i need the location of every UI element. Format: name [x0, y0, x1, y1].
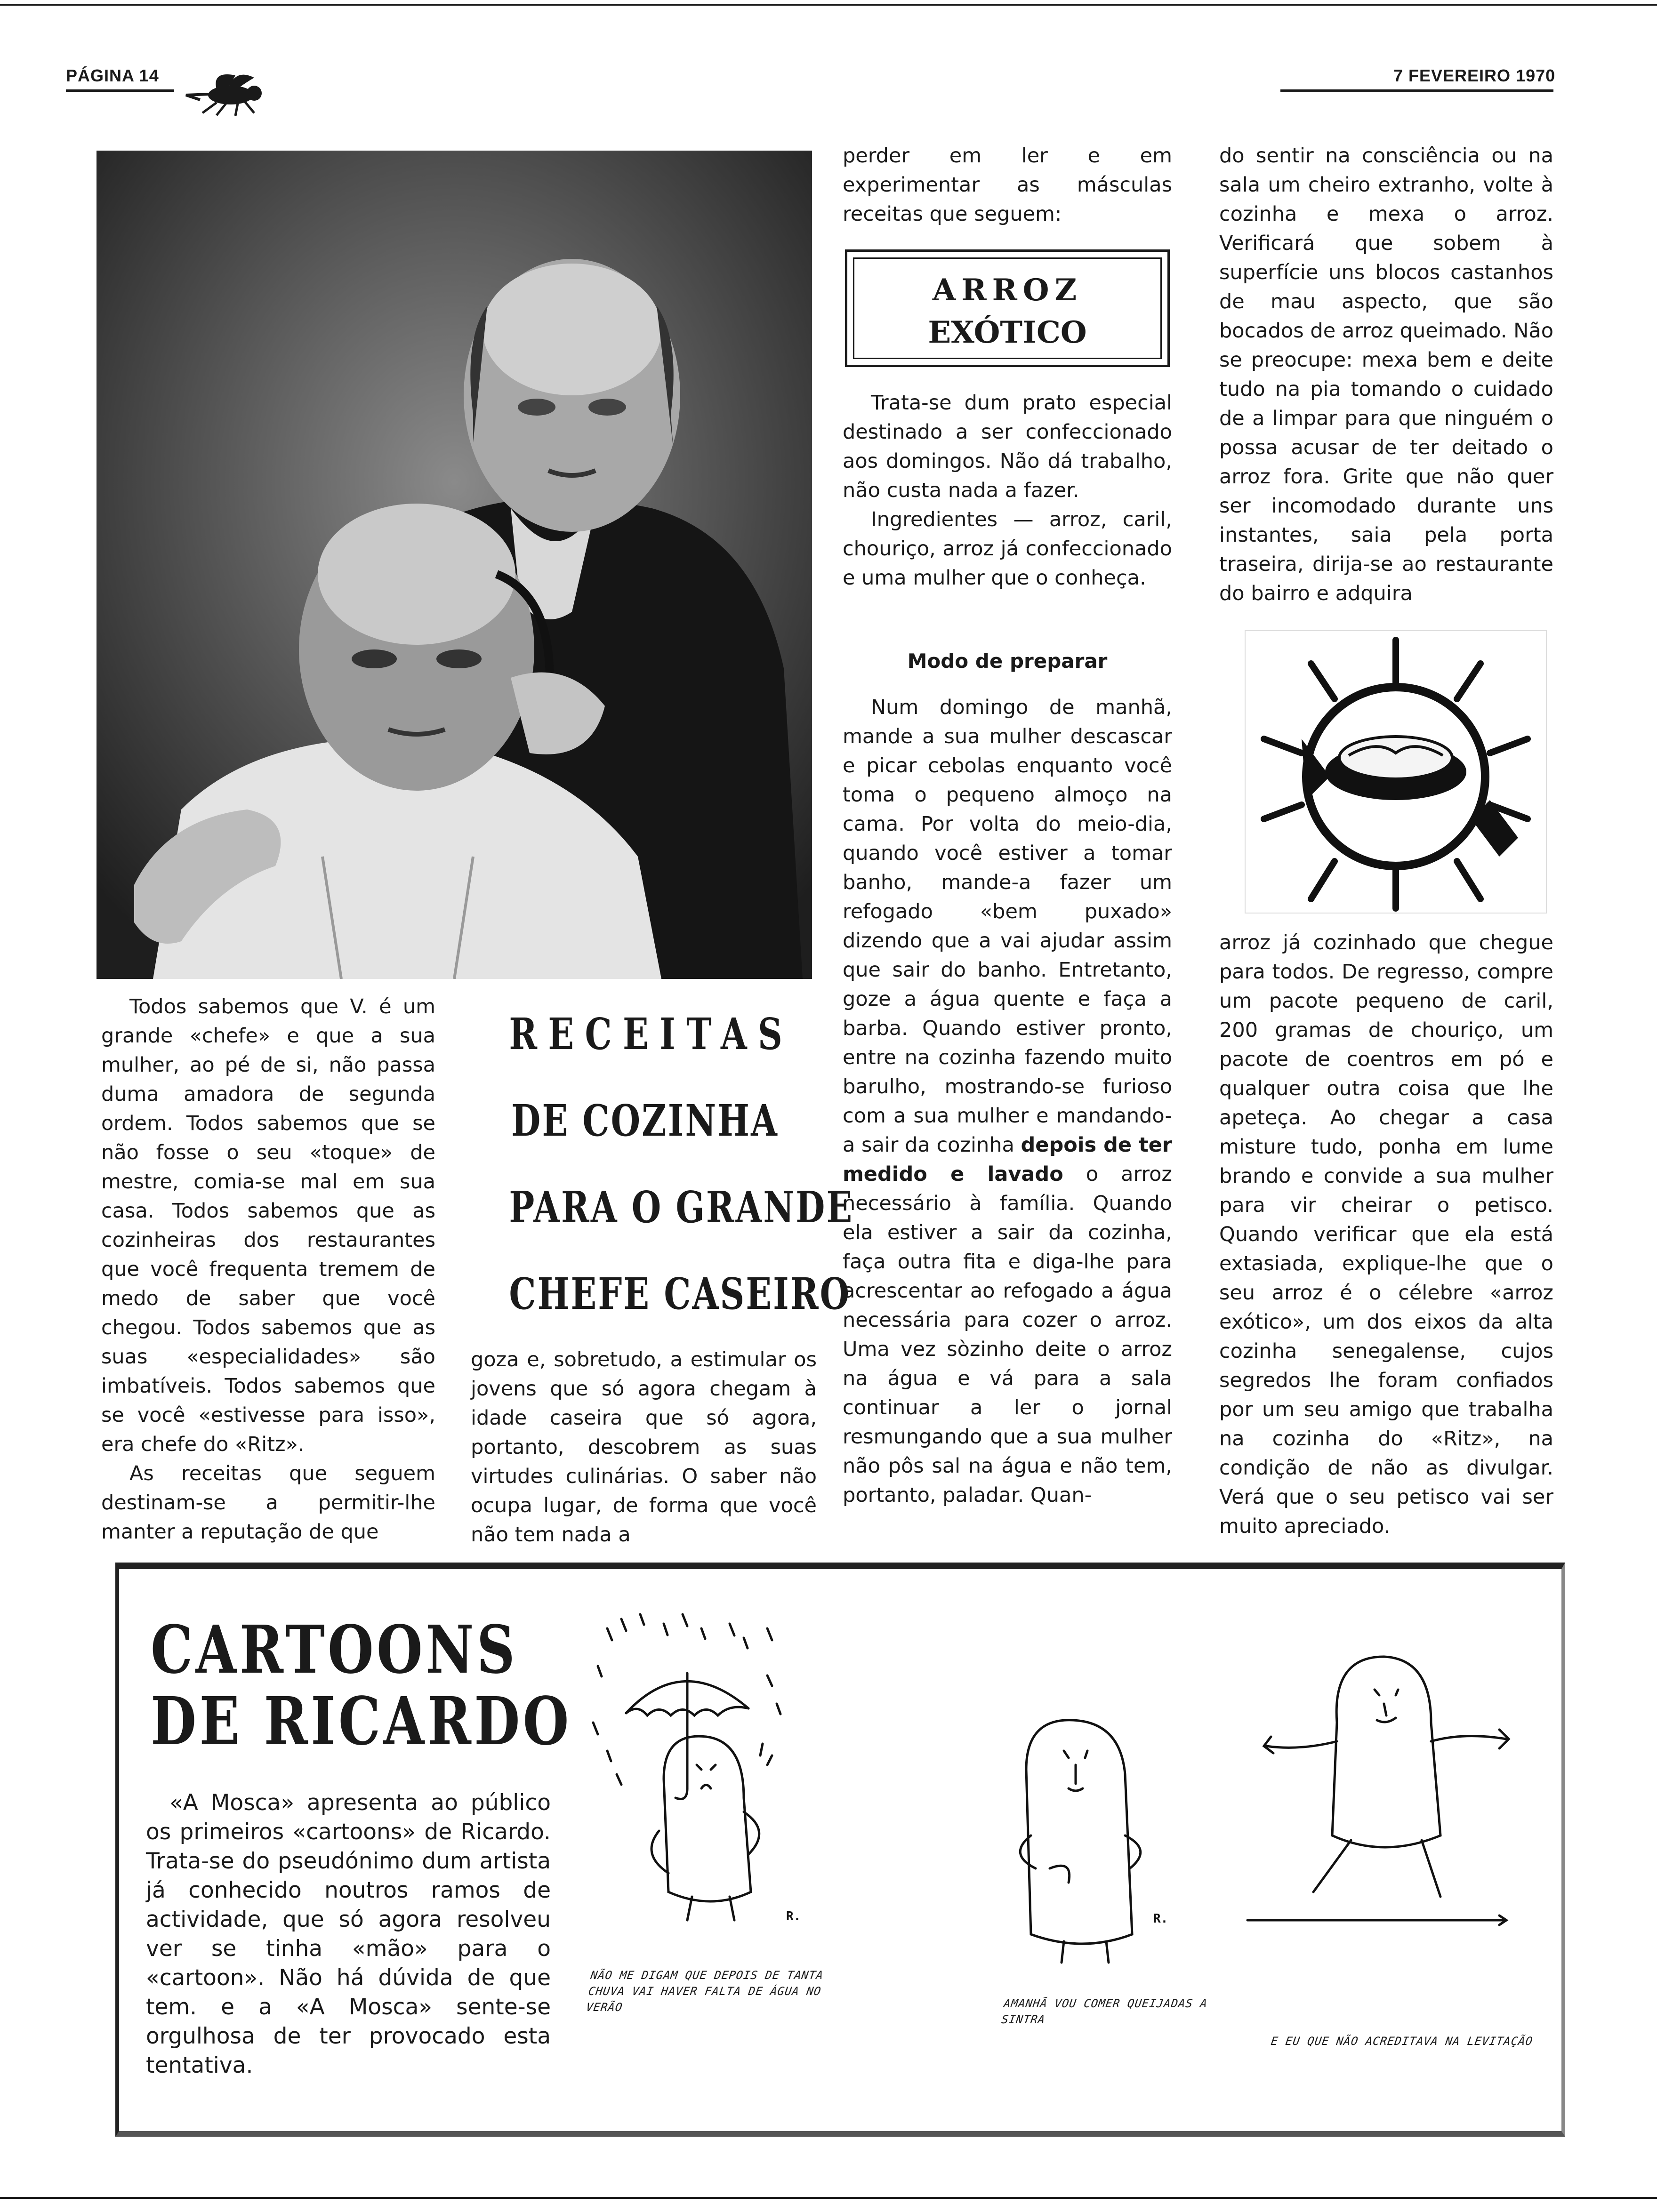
- col3-ingredients: Ingredientes — arroz, caril, chouriço, arroz já confeccionado e uma mulher que o conheça.: [843, 508, 1172, 590]
- page-number: PÁGINA 14: [66, 66, 159, 85]
- headline-line-2: DE COZINHA: [511, 1095, 779, 1146]
- chefs-photo: [97, 151, 812, 979]
- col3-method-part-a: Num domingo de manhã, mande a sua mulher descascar e picar cebolas enquanto você toma o pequeno almoço na cama. Por volta do meio-dia, quando você estiver a tomar banho, mande-a fazer um refogado «bem puxado» dizendo que a vai ajudar assim que sair do banho. Entretanto, goze a água quente e faça a barba. Quando estiver pronto, entre na cozinha fazendo muito barulho, mostrando-se furioso com a sua mulher e mandando-a sair da cozinha: [843, 696, 1172, 1157]
- cartoon-3-caption: E EU QUE NÃO ACREDITAVA NA LEVITAÇÃO: [1270, 2035, 1534, 2048]
- col3-description: Trata-se dum prato especial destinado a ser confeccionado aos domingos. Não dá trabalho, não custa nada a fazer.: [843, 391, 1172, 502]
- header-rule-right: [1280, 89, 1553, 92]
- cartoons-title: [151, 1611, 572, 1760]
- headline-line-3: PARA O GRANDE: [509, 1182, 854, 1233]
- recipe-title-line-1: ARROZ: [932, 272, 1083, 308]
- recipe-title-box: [845, 249, 1170, 367]
- cartoon-2-signature: R.: [1153, 1912, 1168, 1926]
- article-column-4-bottom: [1219, 928, 1553, 1541]
- rice-dish-illustration: [1236, 621, 1556, 922]
- recipe-title-line-2: EXÓTICO: [928, 315, 1087, 350]
- cartoon-2-caption: AMANHÃ VOU COMER QUEIJADAS A SINTRA: [1000, 1997, 1208, 2026]
- col3-method-bold: depois de ter medido e lavado: [843, 1133, 1172, 1186]
- cartoons-title-line-2: DE RICARDO: [151, 1683, 572, 1760]
- col1-paragraph-1: Todos sabemos que V. é um grande «chefe» e que a sua mulher, ao pé de si, não passa duma amadora de segunda ordem. Todos sabemos que se não fosse o seu «toque» de mestre, comia-se mal em sua casa. Todos sabemos que as cozinheiras dos restaurantes que você frequenta tremem de medo de saber que você chegou. Todos sabemos que as suas «especialidades» são imbatíveis. Todos sabemos que se você «estivesse para isso», era chefe do «Ritz».: [101, 995, 435, 1456]
- col2-paragraph: goza e, sobretudo, a estimular os jovens que só agora chegam à idade caseira que só agora, portanto, descobrem as suas virtudes culinárias. O saber não ocupa lugar, de forma que você não tem nada a: [471, 1348, 817, 1547]
- header-rule-left: [66, 89, 174, 92]
- cartoons-intro: [146, 1788, 551, 2080]
- col4-bottom-text: arroz já cozinhado que chegue para todos. De regresso, compre um pacote pequeno de caril, 200 gramas de chouriço, um pacote de coentros em pó e qualquer outra coisa que lhe apeteça. Ao chegar a casa misture tudo, ponha em lume brando e convide a sua mulher para vir cheirar o petisco. Quando verificar que ela está extasiada, explique-lhe que o seu arroz é o célebre «arroz exótico», um dos eixos da alta cozinha senegalense, cujos segredos lhe foram confiados por um seu amigo que trabalha na cozinha do «Ritz», na condição de não as divulgar. Verá que o seu petisco vai ser muito apreciado.: [1219, 931, 1553, 1538]
- article-column-3-top: [843, 141, 1172, 229]
- cartoons-title-line-1: CARTOONS: [151, 1611, 518, 1689]
- issue-date: 7 FEVEREIRO 1970: [1393, 66, 1556, 85]
- photo-two-bald-men: [97, 151, 812, 979]
- top-rule: [0, 4, 1657, 6]
- col3-method-part-b: o arroz necessário à família. Quando ela estiver a sair da cozinha, faça outra fita e diga-lhe para acrescentar ao refogado a água necessária para cozer o arroz. Uma vez sòzinho deite o arroz na água e vá para a sala continuar a ler o jornal resmungando que a sua mulher não pôs sal na água e não tem, portanto, paladar. Quan-: [843, 1162, 1172, 1507]
- cartoon-1-signature: R.: [786, 1909, 801, 1923]
- method-subhead: Modo de preparar: [907, 649, 1108, 673]
- col4-top-text: do sentir na consciência ou na sala um cheiro extranho, volte à cozinha e mexa o arroz. Verificará que sobem à superfície uns blocos castanhos de mau aspecto, que são bocados de arroz queimado. Não se preocupe: mexa bem e deite tudo na pia tomando o cuidado de a limpar para que ninguém o possa acusar de ter deitado o arroz fora. Grite que não quer ser incomodado durante uns instantes, saia pela porta traseira, dirija-se ao restaurante do bairro e adquira: [1219, 144, 1553, 605]
- headline-line-1: RECEITAS: [509, 1009, 794, 1059]
- col1-paragraph-2: As receitas que seguem destinam-se a permitir-lhe manter a reputação de que: [101, 1462, 435, 1544]
- article-column-3-ingredients: [843, 388, 1172, 593]
- article-column-3-method: [843, 693, 1172, 1510]
- cartoon-umbrella-figure: [588, 1610, 833, 1948]
- article-column-4-top: [1219, 141, 1553, 608]
- headline-line-4: CHEFE CASEIRO: [509, 1268, 851, 1319]
- fly-icon: [184, 66, 278, 118]
- cartoons-intro-text: «A Mosca» apresenta ao público os primeiros «cartoons» de Ricardo. Trata-se do pseudónimo dum artista já conhecido noutros ramos de actividade, que só agora resolveu ver se tinha «mão» para o «cartoon». Não há dúvida de que tem. e a «A Mosca» sente-se orgulhosa de ter provocado esta tentativa.: [146, 1790, 551, 2078]
- article-column-1: [101, 992, 435, 1547]
- cartoon-1-caption: NÃO ME DIGAM QUE DEPOIS DE TANTA CHUVA VAI HAVER FALTA DE ÁGUA NO VERÃO: [585, 1969, 825, 2014]
- article-headline: [509, 991, 854, 1337]
- article-column-2: [471, 1345, 817, 1549]
- bottom-rule: [0, 2197, 1657, 2199]
- col3-intro-text: perder em ler e em experimentar as másculas receitas que seguem:: [843, 144, 1172, 226]
- cartoon-levitating-figure: [1243, 1638, 1525, 1930]
- cartoon-standing-figure: [998, 1713, 1177, 1986]
